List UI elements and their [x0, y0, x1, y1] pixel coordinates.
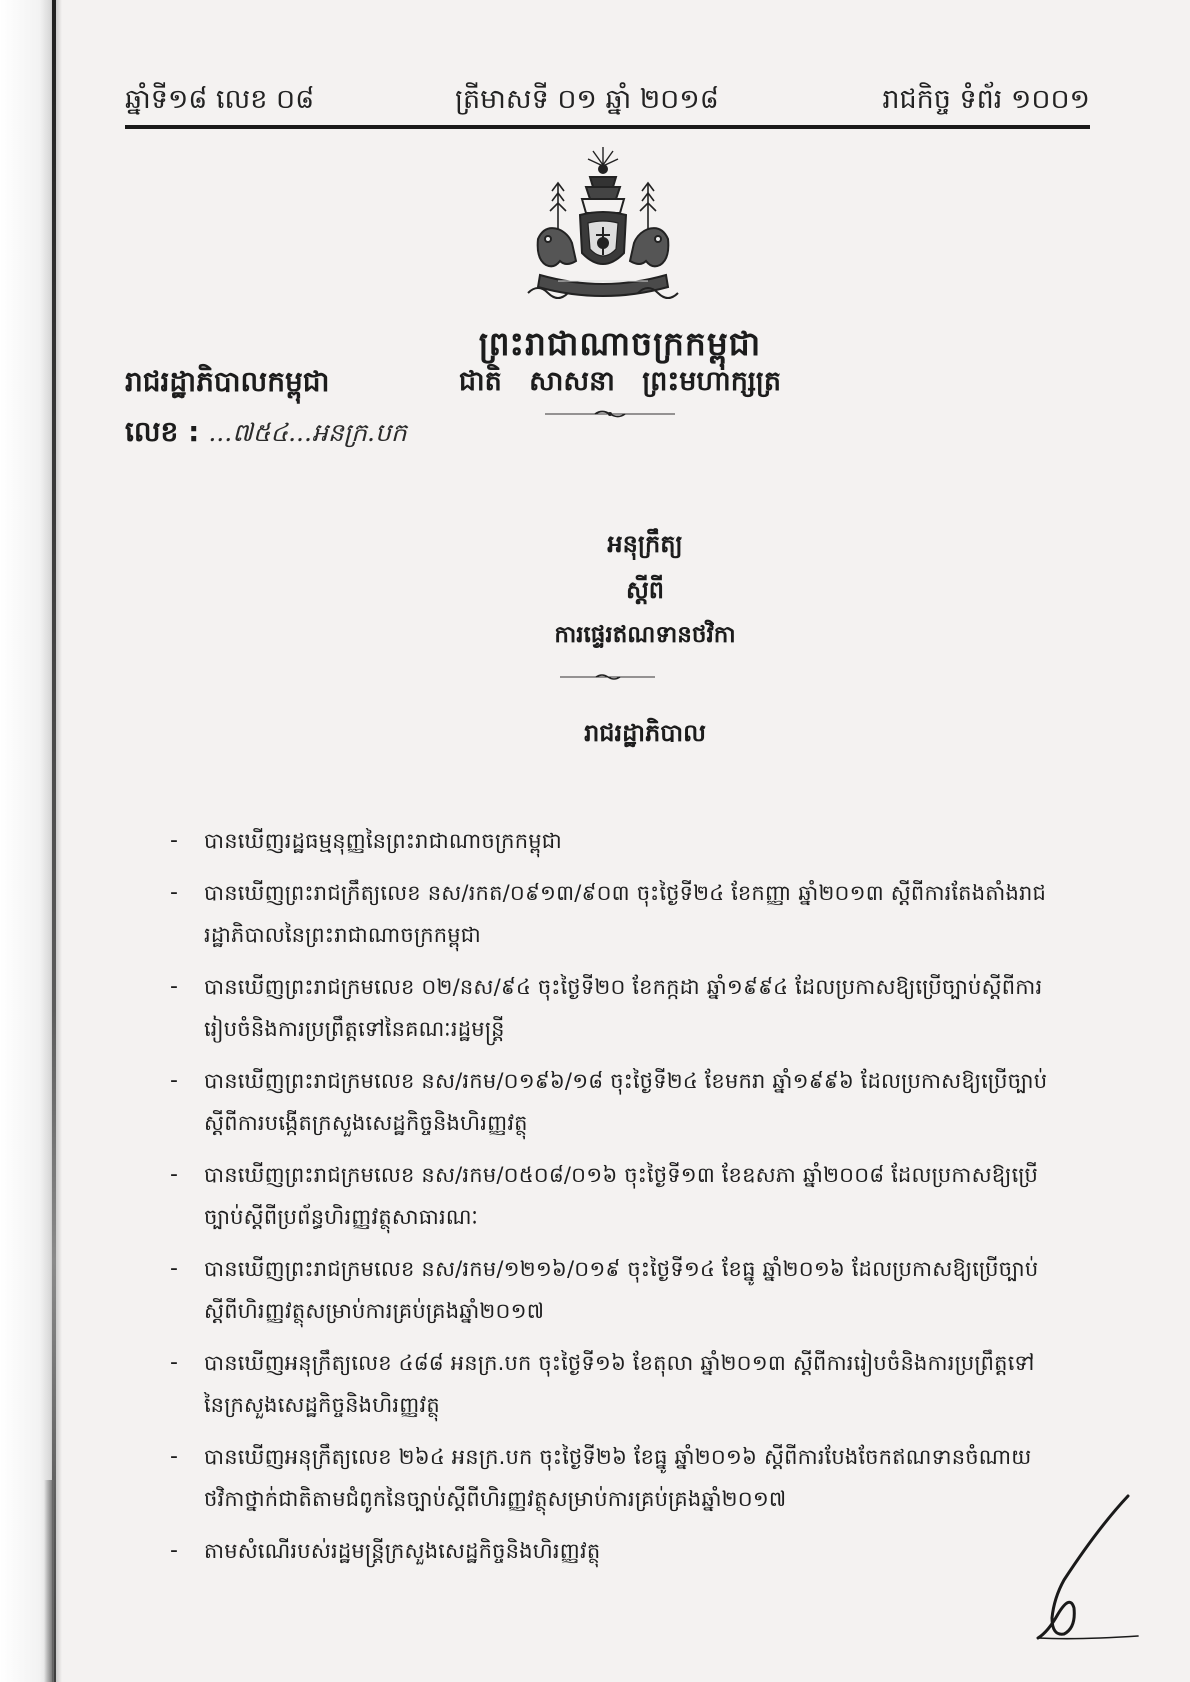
document-number	[125, 412, 407, 456]
bullet-dash: -	[170, 974, 178, 999]
clause-text: បានឃើញរដ្ឋធម្មនុញ្ញនៃព្រះរាជាណាចក្រកម្ពុជា	[204, 829, 562, 853]
bullet-dash: -	[170, 1162, 178, 1187]
ornamental-divider-icon	[545, 409, 675, 419]
document-number-label: លេខ :	[125, 415, 200, 448]
national-motto: ជាតិ សាសនា ព្រះមហាក្សត្រ	[458, 366, 782, 397]
list-item	[170, 820, 1050, 862]
clause-text: តាមសំណើរបស់រដ្ឋមន្ត្រីក្រសួងសេដ្ឋកិច្ចនិងហិរញ្ញវត្ថុ	[204, 1539, 601, 1563]
list-item	[170, 1060, 1050, 1144]
clause-text: បានឃើញព្រះរាជក្រមលេខ នស/រកម/០១៩៦/១៨ ចុះថ្ងៃទី២៤ ខែមករា ឆ្នាំ១៩៩៦ ដែលប្រកាសឱ្យប្រើច្បាប់ស្តីពីការបង្កើតក្រសួងសេដ្ឋកិច្ចនិងហិរញ្ញវត្ថុ	[204, 1069, 1048, 1135]
document-number-value: ...៧៥៤...អនក្រ.បក	[208, 418, 407, 447]
list-item	[170, 1436, 1050, 1520]
scanner-edge	[0, 0, 62, 1682]
list-item	[170, 872, 1050, 956]
bullet-dash: -	[170, 1444, 178, 1469]
bullet-dash: -	[170, 1538, 178, 1563]
clause-text: បានឃើញអនុក្រឹត្យលេខ ៤៨៨ អនក្រ.បក ចុះថ្ងៃទី១៦ ខែតុលា ឆ្នាំ២០១៣ ស្តីពីការរៀបចំនិងការប្រព្រឹត្តទៅនៃក្រសួងសេដ្ឋកិច្ចនិងហិរញ្ញវត្ថុ	[204, 1351, 1035, 1417]
list-item	[170, 966, 1050, 1050]
header-rule	[125, 125, 1090, 129]
ornamental-divider-icon	[560, 672, 655, 682]
gazette-page: រាជកិច្ច ទំព័រ ១០០១	[882, 84, 1090, 115]
preamble-clauses	[170, 820, 1050, 1582]
decree-heading: អនុក្រឹត្យ	[607, 530, 683, 558]
issuing-government: រាជរដ្ឋាភិបាលកម្ពុជា	[125, 365, 330, 398]
kingdom-title: ព្រះរាជាណាចក្រកម្ពុជា	[478, 324, 762, 363]
bullet-dash: -	[170, 1068, 178, 1093]
handwritten-initial-icon	[1018, 1488, 1158, 1648]
clause-text: បានឃើញព្រះរាជក្រមលេខ នស/រកម/០៥០៨/០១៦ ចុះថ្ងៃទី១៣ ខែឧសភា ឆ្នាំ២០០៨ ដែលប្រកាសឱ្យប្រើច្បាប់ស្តីពីប្រព័ន្ធហិរញ្ញវត្ថុសាធារណៈ	[204, 1163, 1039, 1229]
decree-on: ស្តីពី	[625, 576, 665, 604]
government-heading: រាជរដ្ឋាភិបាល	[584, 719, 706, 747]
decree-subject: ការផ្ទេរឥណទានថវិកា	[554, 622, 736, 648]
clause-text: បានឃើញអនុក្រឹត្យលេខ ២៦៤ អនក្រ.បក ចុះថ្ងៃទី២៦ ខែធ្នូ ឆ្នាំ២០១៦ ស្តីពីការបែងចែកឥណទានចំណាយថវិកាថ្នាក់ជាតិតាមជំពូកនៃច្បាប់ស្តីពីហិរញ្ញវត្ថុសម្រាប់ការគ្រប់គ្រងឆ្នាំ២០១៧	[204, 1445, 1032, 1511]
clause-text: បានឃើញព្រះរាជក្រមលេខ នស/រកម/១២១៦/០១៩ ចុះថ្ងៃទី១៤ ខែធ្នូ ឆ្នាំ២០១៦ ដែលប្រកាសឱ្យប្រើច្បាប់ស្តីពីហិរញ្ញវត្ថុសម្រាប់ការគ្រប់គ្រងឆ្នាំ២០១៧	[204, 1257, 1039, 1323]
list-item	[170, 1342, 1050, 1426]
gazette-date: ត្រីមាសទី ០១ ឆ្នាំ ២០១៨	[455, 84, 719, 115]
list-item	[170, 1530, 1050, 1572]
gazette-header	[125, 80, 1090, 130]
scanner-edge-shadow-bottom	[44, 1480, 54, 1682]
list-item	[170, 1154, 1050, 1238]
royal-arms-of-cambodia-icon	[518, 143, 688, 313]
scanner-edge-shadow	[52, 0, 56, 1682]
bullet-dash: -	[170, 1350, 178, 1375]
clause-text: បានឃើញព្រះរាជក្រឹត្យលេខ នស/រកត/០៩១៣/៩០៣ ចុះថ្ងៃទី២៤ ខែកញ្ញា ឆ្នាំ២០១៣ ស្តីពីការតែងតាំងរាជរដ្ឋាភិបាលនៃព្រះរាជាណាចក្រកម្ពុជា	[204, 881, 1047, 947]
clause-text: បានឃើញព្រះរាជក្រមលេខ ០២/នស/៩៤ ចុះថ្ងៃទី២០ ខែកក្កដា ឆ្នាំ១៩៩៤ ដែលប្រកាសឱ្យប្រើច្បាប់ស្តីពីការរៀបចំនិងការប្រព្រឹត្តទៅនៃគណៈរដ្ឋមន្ត្រី	[204, 975, 1043, 1041]
list-item	[170, 1248, 1050, 1332]
bullet-dash: -	[170, 1256, 178, 1281]
bullet-dash: -	[170, 828, 178, 853]
bullet-dash: -	[170, 880, 178, 905]
gazette-issue: ឆ្នាំទី១៨ លេខ ០៨	[125, 84, 315, 115]
